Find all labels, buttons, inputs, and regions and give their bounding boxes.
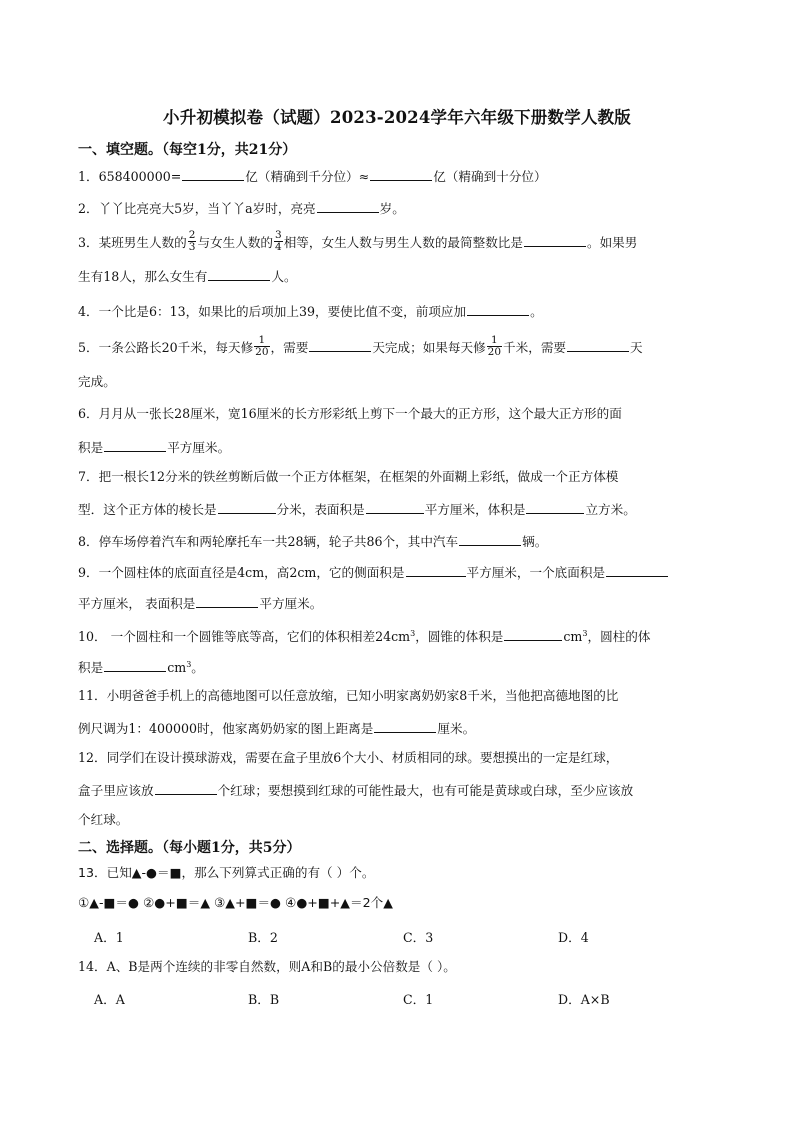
question-2: 2．丫丫比亮亮大5岁，当丫丫a岁时，亮亮 岁。	[78, 198, 728, 218]
question-13-items: ①▲-■＝● ②●+■＝▲ ③▲+■＝● ④●+■+▲＝2个▲	[78, 895, 393, 910]
question-12-line-3: 个红球。	[78, 812, 129, 827]
answer-blank[interactable]	[208, 266, 270, 281]
answer-blank[interactable]	[104, 437, 166, 452]
option-c[interactable]: C．3	[403, 930, 434, 945]
option-a[interactable]: A．1	[94, 930, 124, 945]
question-13: 13．已知▲-●＝■，那么下列算式正确的有（ ）个。	[78, 865, 375, 880]
answer-blank[interactable]	[567, 337, 629, 352]
fraction: $\frac{1}{20}$	[255, 334, 269, 358]
answer-blank[interactable]	[317, 198, 379, 213]
answer-blank[interactable]	[467, 301, 529, 316]
answer-blank[interactable]	[155, 780, 217, 795]
question-7-line-2: 型．这个正方体的棱长是 分米，表面积是 平方厘米，体积是 立方米。	[78, 499, 728, 519]
option-c[interactable]: C．1	[403, 992, 434, 1007]
question-3-line-2: 生有18人，那么女生有 人。	[78, 266, 728, 286]
answer-blank[interactable]	[370, 166, 432, 181]
answer-blank[interactable]	[526, 499, 584, 514]
option-b[interactable]: B．2	[248, 930, 278, 945]
section-choice-heading: 二、选择题。（每小题1分，共5分）	[78, 840, 301, 856]
answer-blank[interactable]	[182, 166, 244, 181]
question-10: 10． 一个圆柱和一个圆锥等底等高，它们的体积相差$24cm^3$，圆锥的体积是 $cm^3$，圆柱的体	[78, 625, 728, 646]
option-d[interactable]: D．4	[558, 930, 589, 945]
answer-blank[interactable]	[524, 232, 586, 247]
question-8: 8．停车场停着汽车和两轮摩托车一共28辆，轮子共86个，其中汽车 辆。	[78, 531, 728, 551]
question-10-line-2: 积是 $cm^3$。	[78, 656, 728, 677]
fraction: $\frac{3}{4}$	[275, 229, 282, 253]
answer-blank[interactable]	[459, 531, 521, 546]
answer-blank[interactable]	[309, 337, 371, 352]
answer-blank[interactable]	[606, 562, 668, 577]
fraction: $\frac{2}{3}$	[188, 229, 196, 253]
question-5: 5．一条公路长20千米，每天修 $\frac{1}{20}$ ，需要 天完成；如果每天修 $\frac{1}{20}$ 千米，需要 天	[78, 334, 643, 358]
answer-blank[interactable]	[504, 626, 562, 641]
answer-blank[interactable]	[366, 499, 424, 514]
question-9: 9．一个圆柱体的底面直径是4cm，高2cm，它的侧面积是 平方厘米，一个底面积是	[78, 562, 728, 582]
answer-blank[interactable]	[406, 562, 466, 577]
question-5-line-2: 完成。	[78, 374, 116, 389]
section-fill-in-heading: 一、填空题。（每空1分，共21分）	[78, 142, 297, 158]
answer-blank[interactable]	[104, 657, 166, 672]
question-6-line-2: 积是 平方厘米。	[78, 437, 728, 457]
question-3: 3．某班男生人数的 $\frac{2}{3}$ 与女生人数的 $\frac{3}{4}$ 相等，女生人数与男生人数的最简整数比是 。如果男	[78, 229, 638, 253]
answer-blank[interactable]	[196, 593, 258, 608]
option-d[interactable]: D．A×B	[558, 992, 610, 1007]
page-title: 小升初模拟卷（试题）2023-2024学年六年级下册数学人教版	[163, 108, 631, 127]
answer-blank[interactable]	[218, 499, 276, 514]
option-a[interactable]: A．A	[94, 992, 125, 1007]
question-12: 12．同学们在设计摸球游戏，需要在盒子里放6个大小、材质相同的球。要想摸出的一定是红球，	[78, 750, 619, 765]
question-14: 14．A、B是两个连续的非零自然数，则A和B的最小公倍数是（ ）。	[78, 959, 456, 974]
question-11: 11．小明爸爸手机上的高德地图可以任意放缩，已知小明家离奶奶家8千米，当他把高德地图的比	[78, 688, 619, 703]
question-1: 1．658400000= 亿（精确到千分位）≈ 亿（精确到十分位）	[78, 166, 728, 186]
question-4: 4．一个比是6：13，如果比的后项加上39，要使比值不变，前项应加 。	[78, 301, 728, 321]
question-12-line-2: 盒子里应该放 个红球；要想摸到红球的可能性最大，也有可能是黄球或白球，至少应该放	[78, 780, 728, 800]
question-7: 7．把一根长12分米的铁丝剪断后做一个正方体框架，在框架的外面糊上彩纸，做成一个正方体模	[78, 469, 619, 484]
question-11-line-2: 例尺调为1：400000时，他家离奶奶家的图上距离是 厘米。	[78, 718, 728, 738]
question-9-line-2: 平方厘米， 表面积是 平方厘米。	[78, 593, 728, 613]
answer-blank[interactable]	[374, 718, 436, 733]
option-b[interactable]: B．B	[248, 992, 280, 1007]
question-6: 6．月月从一张长28厘米，宽16厘米的长方形彩纸上剪下一个最大的正方形，这个最大正方形的面	[78, 406, 622, 421]
fraction: $\frac{1}{20}$	[487, 334, 502, 358]
